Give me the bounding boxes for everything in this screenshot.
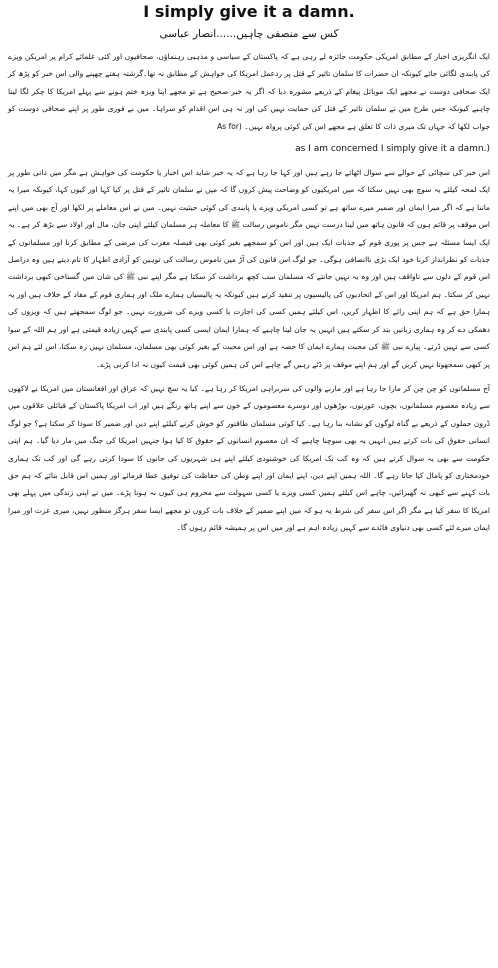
english-quote-tail: as I am concerned I simply give it a damn.) [295,144,490,155]
article-paragraph-1: ایک انگریزی اخبار کے مطابق امریکی حکومت جائزہ لے رہی ہے کہ پاکستان کے سیاسی و مذہبی رہنماؤں، صحافیوں اور کئی علمائے کرام پر امریکن ویزے کی پابندی لگائی جائے کیونکہ ان حضرات کا سلمان تاثیر کے قتل پر ردعمل امریکا کی خواہش کے مطابق نہ تھا۔گزشتہ ہفتے چھپنے والی اس خبر کو پڑھ کر ایک صحافی دوست نے مجھے ایک موبائل پیغام کے ذریعے مشورہ دیا کہ اگر یہ خبر صحیح ہے تو مجھے اپنا ویزہ ختم ہونے سے پہلے امریکا کا چکر لگا لینا چاہیے کیونکہ جس طرح میں نے سلمان تاثیر کے قتل کی حمایت نہیں کی اور نہ ہی اس اقدام کو سراہا۔ میں نے فوری طور پر اپنے صحافی دوست کو جواب لکھا کہ جہاں تک میری ذات کا تعلق ہے مجھے اس کی کوئی پرواہ نہیں۔ (As for [8,52,490,131]
article-title: I simply give it a damn. [143,2,355,21]
article-byline: کس سے منصفی چاہیں......انصار عباسی [159,28,339,40]
article-paragraph-3: آج مسلمانوں کو چن چن کر مارا جا رہا ہے اور مارنے والوں کی سربراہی امریکا کر رہا ہے۔ کیا یہ سچ نہیں کہ عراق اور افغانستان میں امریکا نے لاکھوں سے زیادہ معصوم مسلمانوں، بچوں، عورتوں، بوڑھوں اور دوسرے معصوموں کے خون سے اپنے ہاتھ رنگے ہیں اور اب امریکا پاکستان کے قبائلی علاقوں میں ڈرون حملوں کے ذریعے بے گناہ لوگوں کو نشانہ بنا رہا ہے۔ کیا کوئی مسلمان طاقتور کو خوش کرنے کیلئے اپنے دین اور ضمیر کا سودا کر سکتا ہے؟ جو لوگ انسانی حقوق کی بات کرتے ہیں انہیں یہ بھی سوچنا چاہیے کہ ان معصوم انسانوں کے حقوق کا کیا ہوا جنہیں امریکا کی جنگ میں مار دیا گیا۔ ہم اپنی حکومت سے بھی یہ سوال کرتے ہیں کہ وہ کب تک امریکا کی خوشنودی کیلئے اپنے ہی شہریوں کی جانوں کا سودا کرتی رہے گی اور کب تک ہماری خودمختاری کو پامال کیا جاتا رہے گا۔ اللہ ہمیں اپنے دین، اپنے ایمان اور اپنے وطن کی حفاظت کی توفیق عطا فرمائے اور ہمیں اس قابل بنائے کہ ہم حق بات کہنے سے کبھی نہ گھبرائیں، چاہے اس کیلئے ہمیں کسی ویزے یا کسی سہولت سے محروم ہی کیوں نہ ہونا پڑے۔ میں نے اپنی زندگی میں پہلے بھی امریکا کا سفر کیا ہے مگر اگر اس سفر کی شرط یہ ہو کہ میں اپنے ضمیر کے خلاف بات کروں تو مجھے ایسا سفر ہرگز منظور نہیں، میری عزت اور میرا ایمان میرے لئے کسی بھی دنیاوی فائدے سے کہیں زیادہ اہم ہے اور میں اس پر ہمیشہ قائم رہوں گا۔ [8,383,490,533]
article-paragraph-2: اس خبر کی سچائی کے حوالے سے سوال اٹھائے جا رہے ہیں اور کہا جا رہا ہے کہ یہ خبر شاید اس اخبار یا حکومت کی خواہش ہے مگر میں ذاتی طور پر ایک لمحہ کیلئے یہ سوچ بھی نہیں سکتا کہ میں امریکیوں کو وضاحت پیش کروں گا کہ میں نے سلمان تاثیر کے قتل پر کیا کہا اور کیوں کہا، کیونکہ میرا یہ ماننا ہے کہ اگر میرا ایمان اور ضمیر میرے ساتھ ہے تو کسی امریکی ویزے یا پابندی کی کوئی حیثیت نہیں۔ میں نے اس معاملے پر لکھا اور آج بھی میں اپنے اس موقف پر قائم ہوں کہ قانون ہاتھ میں لینا درست نہیں مگر ناموس رسالت ﷺ کا معاملہ ہر مسلمان کیلئے اپنی جان، مال اور اولاد سے بڑھ کر ہے۔ یہ ایک ایسا مسئلہ ہے جس پر پوری قوم کے جذبات ایک ہیں اور اس کو سمجھے بغیر کوئی بھی فیصلہ مغرب کی مرضی کے مطابق کرنا اور مسلمانوں کے جذبات کو نظرانداز کرنا خود ایک بڑی ناانصافی ہوگی۔ جو لوگ اس قانون کی آڑ میں ناموس رسالت کی توہین کو آزادی اظہار کا نام دیتے ہیں وہ دراصل اس قوم کے دلوں سے ناواقف ہیں اور وہ یہ نہیں جانتے کہ مسلمان سب کچھ برداشت کر سکتا ہے مگر اپنے نبی ﷺ کی شان میں گستاخی کبھی برداشت نہیں کر سکتا۔ ہم امریکا اور اس کے اتحادیوں کی پالیسیوں پر تنقید کرتے ہیں کیونکہ یہ پالیسیاں ہمارے ملک اور ہماری قوم کے مفاد کے خلاف ہیں اور یہ ہمارا حق ہے کہ ہم اپنی رائے کا اظہار کریں، اس کیلئے ہمیں کسی کی اجازت یا کسی ویزے کی ضرورت نہیں۔ جو لوگ سمجھتے ہیں کہ ویزوں کی دھمکی دے کر وہ ہماری زبانیں بند کر سکتے ہیں انہیں یہ جان لینا چاہیے کہ ہمارا ایمان ایسی کسی پابندی سے کہیں زیادہ قیمتی ہے اور ہم اللہ کے سوا کسی سے نہیں ڈرتے۔ پیارے نبی ﷺ کی محبت ہمارے ایمان کا حصہ ہے اور اس محبت کے بغیر کوئی بھی مسلمان، مسلمان نہیں رہ سکتا، اس لئے ہم اس پر کبھی سمجھوتا نہیں کریں گے اور ہم اپنے موقف پر ڈٹے رہیں گے چاہے اس کی ہمیں کوئی بھی قیمت کیوں نہ ادا کرنی پڑے۔ [8,168,490,369]
